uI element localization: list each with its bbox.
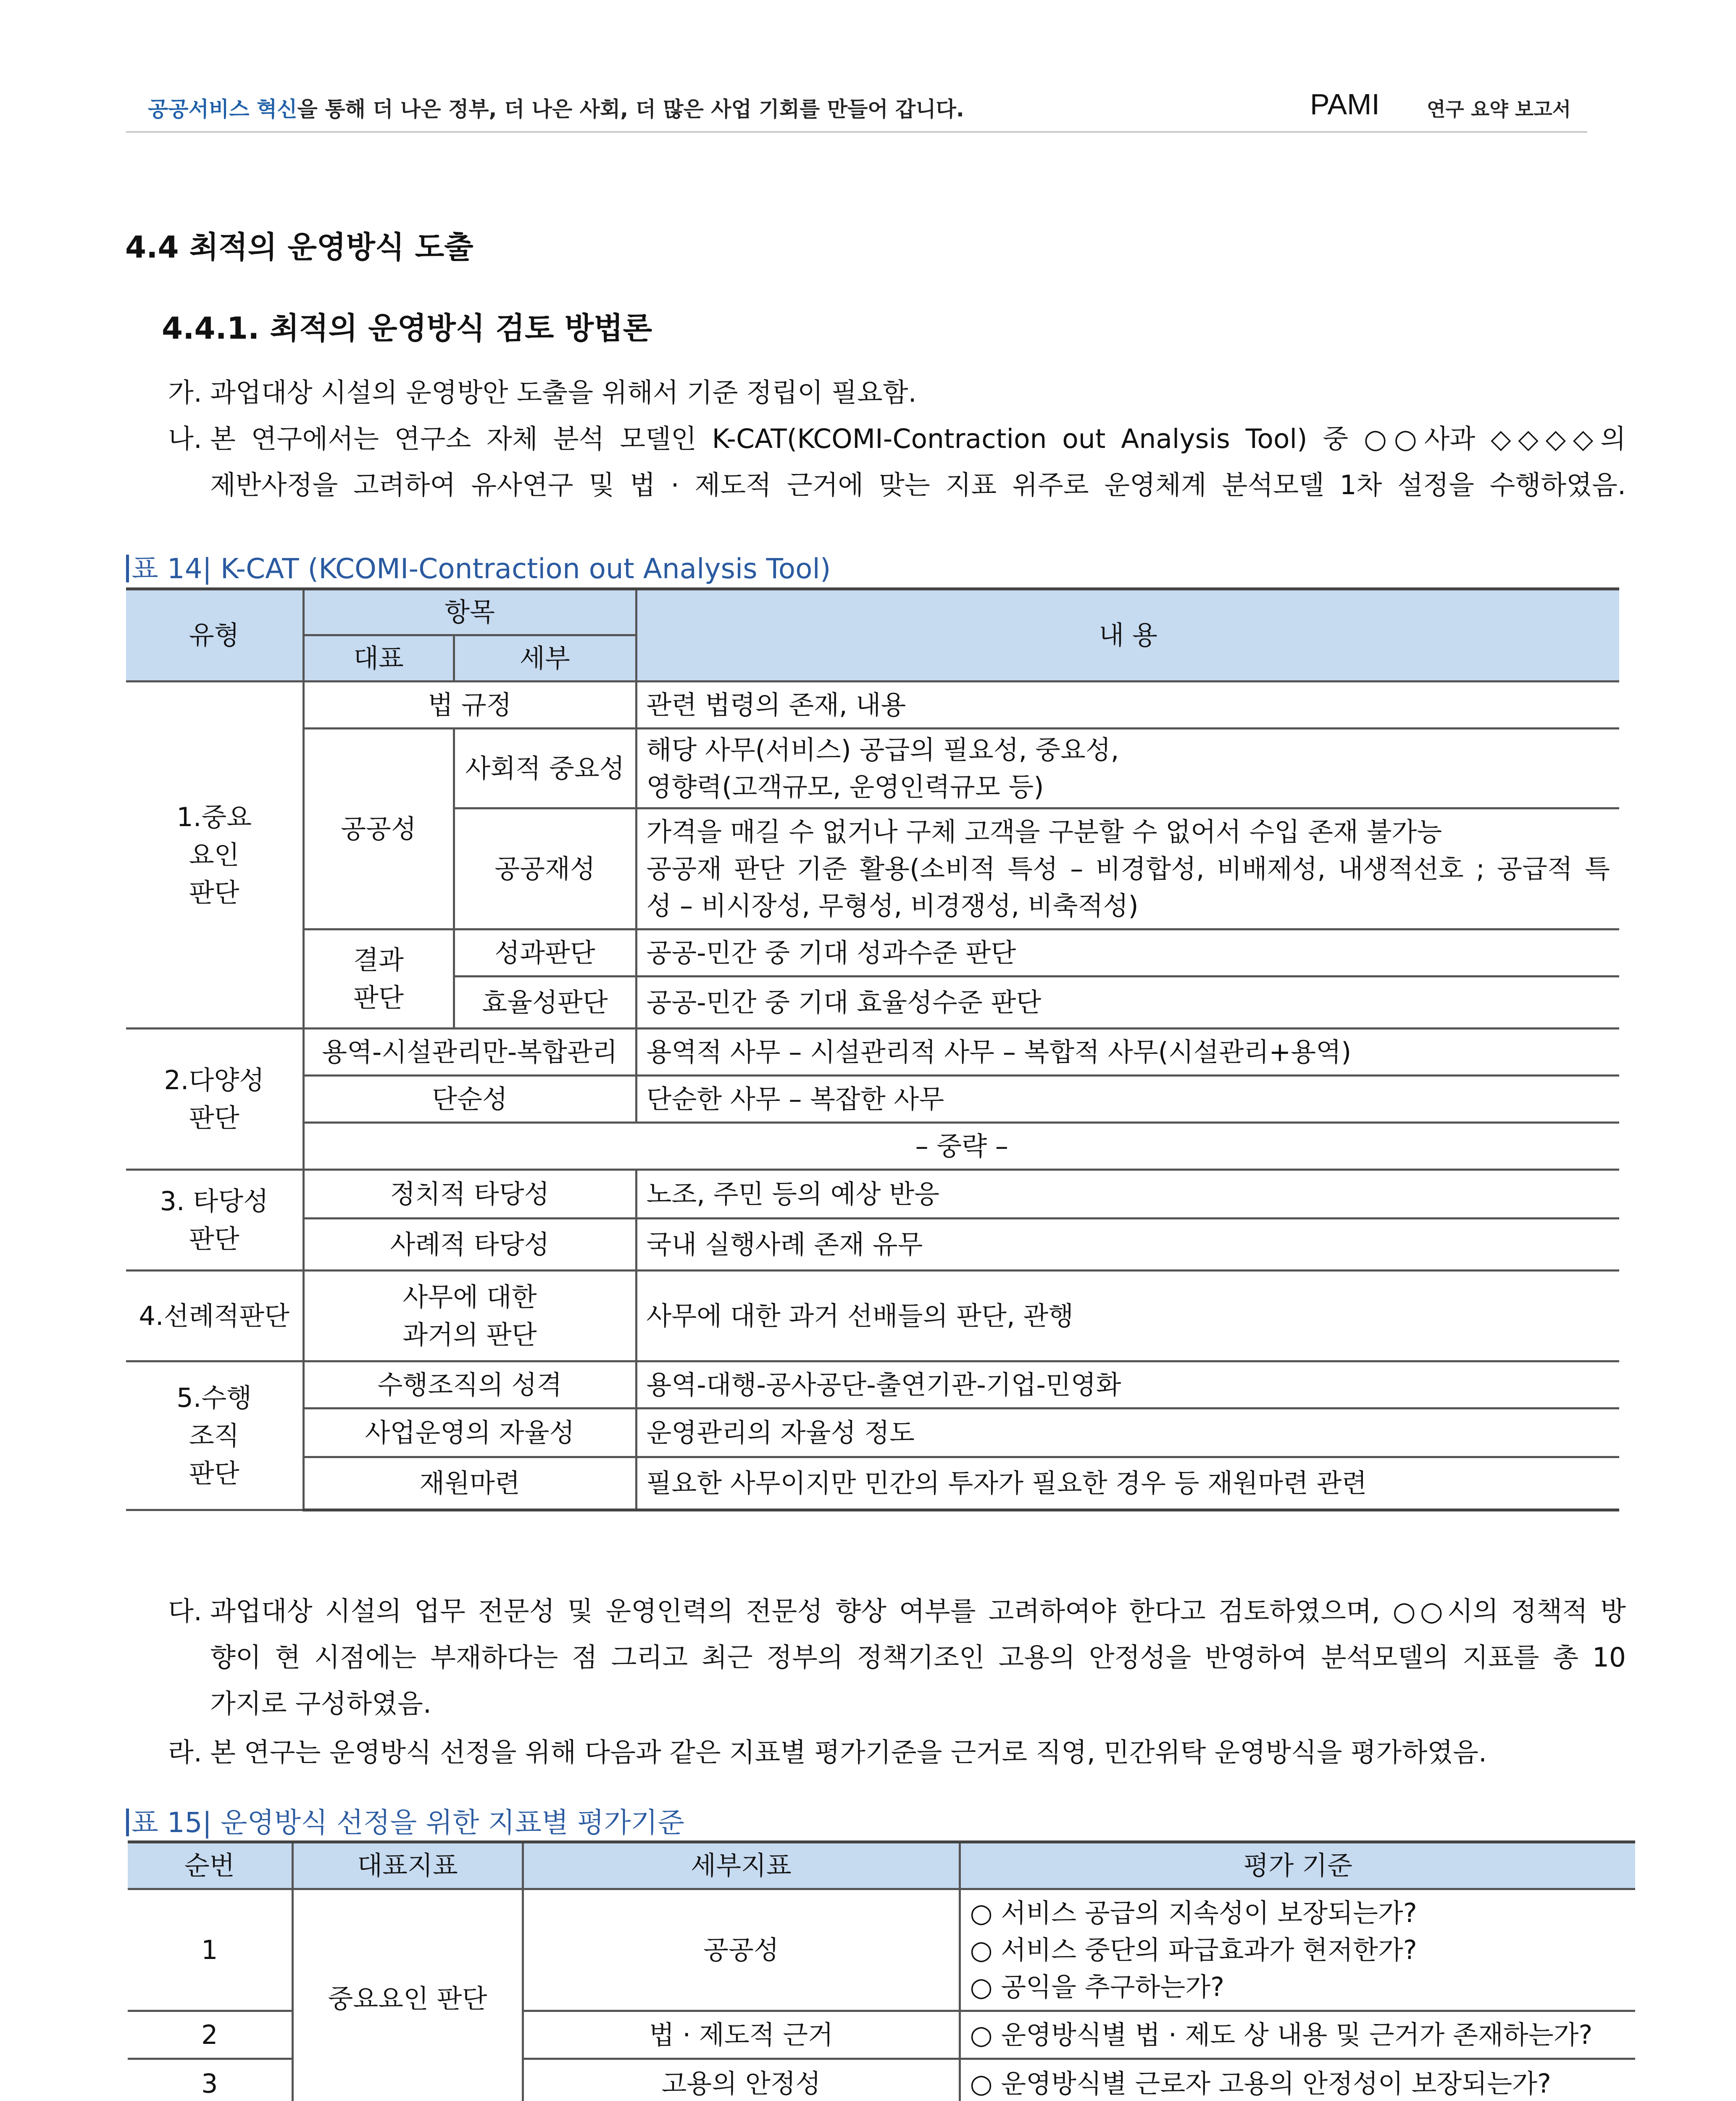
header-slogan	[148, 92, 964, 123]
table14-caption-text: 표 14| K-CAT (KCOMI-Contraction out Analysis Tool)	[132, 553, 831, 585]
caption-bar	[126, 1809, 129, 1836]
item-result: 결과 판단	[303, 929, 454, 1029]
item-law: 법 규정	[303, 682, 636, 729]
col-detail-indicator: 세부지표	[523, 1842, 960, 1889]
col-type: 유형	[126, 589, 303, 682]
content-law: 관련 법령의 존재, 내용	[636, 682, 1619, 729]
content-social	[636, 729, 1619, 808]
content-public-good-line3: 성 – 비시장성, 무형성, 비경쟁성, 비축적성)	[646, 890, 1139, 921]
content-service: 용역적 사무 – 시설관리적 사무 – 복합적 사무(시설관리+용역)	[636, 1029, 1619, 1076]
table15-caption-text: 표 15| 운영방식 선정을 위한 지표별 평가기준	[132, 1806, 684, 1839]
header-report-type: 연구 요약 보고서	[1427, 98, 1571, 121]
paragraph-ra-text: 본 연구는 운영방식 선정을 위해 다음과 같은 지표별 평가기준을 근거로 직영, 민간위탁 운영방식을 평가하였음.	[210, 1737, 1487, 1768]
marker-na: 나.	[168, 424, 202, 454]
paragraph-ra	[168, 1730, 1626, 1776]
item-service: 용역-시설관리만-복합관리	[303, 1029, 636, 1076]
bullet: ○	[970, 1897, 993, 1928]
bullet: ○	[970, 1934, 993, 1965]
item-public-good: 공공재성	[454, 808, 636, 929]
row1-criteria	[960, 1889, 1635, 2011]
group-organization: 5.수행 조직 판단	[126, 1361, 303, 1510]
marker-da: 다.	[168, 1596, 202, 1627]
row3-no: 3	[128, 2059, 292, 2101]
item-social: 사회적 중요성	[454, 729, 636, 808]
criteria-table	[128, 1840, 1635, 2101]
group-importance: 1.중요 요인 판단	[126, 682, 303, 1029]
item-efficiency: 효율성판단	[454, 977, 636, 1029]
content-social-line1: 해당 사무(서비스) 공급의 필요성, 중요성,	[646, 734, 1119, 765]
col-detail: 세부	[454, 635, 636, 682]
content-performance: 공공-민간 중 기대 성과수준 판단	[636, 929, 1619, 977]
content-case: 국내 실행사례 존재 유무	[636, 1219, 1619, 1271]
slogan-rest: 을 통해 더 나은 정부, 더 나은 사회, 더 많은 사업 기회를 만들어 갑니다.	[297, 97, 964, 121]
col-no: 순번	[128, 1842, 292, 1889]
header-brand: PAMI	[1310, 88, 1380, 121]
paragraph-na-line2: 제반사정을 고려하여 유사연구 및 법 · 제도적 근거에 맞는 지표 위주로 운영체계 분석모델 1차 설정을 수행하였음.	[210, 470, 1626, 500]
group-validity: 3. 타당성 판단	[126, 1170, 303, 1271]
col-item: 항목	[303, 589, 636, 635]
bullet: ○	[970, 1971, 993, 2002]
content-public-good-line2: 공공재 판단 기준 활용(소비적 특성 – 비경합성, 비배제성, 내생적선호 ; 공급적 특	[646, 853, 1610, 884]
paragraph-da-line2: 향이 현 시점에는 부재하다는 점 그리고 최근 정부의 정책기조인 고용의 안정성을 반영하여 분석모델의 지표를 총 10	[210, 1642, 1626, 1673]
row1-no: 1	[128, 1889, 292, 2011]
row3-detail: 고용의 안정성	[523, 2059, 960, 2101]
row3-criteria-1: 운영방식별 근로자 고용의 안정성이 보장되는가?	[1001, 2068, 1551, 2099]
content-autonomy: 운영관리의 자율성 정도	[636, 1409, 1619, 1457]
paragraph-na-line1: 본 연구에서는 연구소 자체 분석 모델인 K-CAT(KCOMI-Contraction out Analysis Tool) 중 ○○사과 ◇◇◇◇의	[210, 424, 1626, 454]
item-performance: 성과판단	[454, 929, 636, 977]
item-org-nature: 수행조직의 성격	[303, 1361, 636, 1409]
content-public-good-line1: 가격을 매길 수 없거나 구체 고객을 구분할 수 없어서 수입 존재 불가능	[646, 816, 1442, 847]
marker-ra: 라.	[168, 1737, 202, 1768]
item-case: 사례적 타당성	[303, 1219, 636, 1271]
content-precedent: 사무에 대한 과거 선배들의 판단, 관행	[636, 1271, 1619, 1361]
bullet: ○	[970, 2068, 993, 2099]
item-autonomy: 사업운영의 자율성	[303, 1409, 636, 1457]
table14-caption	[126, 546, 831, 586]
item-simplicity: 단순성	[303, 1076, 636, 1123]
section-heading: 4.4 최적의 운영방식 도출	[125, 229, 473, 265]
omitted-row: – 중략 –	[303, 1123, 1619, 1170]
content-social-line2: 영향력(고객규모, 운영인력규모 등)	[646, 771, 1044, 802]
marker-ga: 가.	[168, 377, 202, 408]
bullet: ○	[970, 2019, 993, 2050]
paragraph-da	[168, 1588, 1626, 1727]
group-precedent: 4.선례적판단	[126, 1271, 303, 1361]
row1-criteria-2: 서비스 중단의 파급효과가 현저한가?	[1001, 1934, 1417, 1965]
paragraph-da-line1: 과업대상 시설의 업무 전문성 및 운영인력의 전문성 향상 여부를 고려하여야 한다고 검토하였으며, ○○시의 정책적 방	[210, 1596, 1626, 1627]
col-rep: 대표	[303, 635, 454, 682]
header-divider	[126, 131, 1587, 133]
group-diversity: 2.다양성 판단	[126, 1029, 303, 1170]
item-political: 정치적 타당성	[303, 1170, 636, 1219]
paragraph-da-line3: 가지로 구성하였음.	[210, 1688, 431, 1719]
caption-bar	[126, 555, 129, 582]
row2-no: 2	[128, 2011, 292, 2059]
content-funding: 필요한 사무이지만 민간의 투자가 필요한 경우 등 재원마련 관련	[636, 1457, 1619, 1510]
table15-caption	[126, 1800, 684, 1840]
slogan-highlight: 공공서비스 혁신	[148, 97, 297, 121]
row2-criteria	[960, 2011, 1635, 2059]
item-publicness: 공공성	[303, 729, 454, 929]
col-content: 내 용	[636, 589, 1619, 682]
content-political: 노조, 주민 등의 예상 반응	[636, 1170, 1619, 1219]
paragraph-ga-text: 과업대상 시설의 운영방안 도출을 위해서 기준 정립이 필요함.	[210, 377, 917, 408]
subsection-heading: 4.4.1. 최적의 운영방식 검토 방법론	[162, 311, 652, 346]
row2-criteria-1: 운영방식별 법 · 제도 상 내용 및 근거가 존재하는가?	[1001, 2019, 1593, 2050]
row1-criteria-3: 공익을 추구하는가?	[1001, 1971, 1225, 2002]
content-simplicity: 단순한 사무 – 복잡한 사무	[636, 1076, 1619, 1123]
paragraph-ga	[168, 370, 1626, 416]
item-precedent: 사무에 대한 과거의 판단	[303, 1271, 636, 1361]
content-efficiency: 공공-민간 중 기대 효율성수준 판단	[636, 977, 1619, 1029]
rep-importance: 중요요인 판단	[292, 1889, 523, 2101]
row3-criteria	[960, 2059, 1635, 2101]
col-criteria: 평가 기준	[960, 1842, 1635, 1889]
content-org-nature: 용역-대행-공사공단-출연기관-기업-민영화	[636, 1361, 1619, 1409]
row1-criteria-1: 서비스 공급의 지속성이 보장되는가?	[1001, 1897, 1417, 1928]
col-rep-indicator: 대표지표	[292, 1842, 523, 1889]
item-funding: 재원마련	[303, 1457, 636, 1510]
row1-detail: 공공성	[523, 1889, 960, 2011]
row2-detail: 법 · 제도적 근거	[523, 2011, 960, 2059]
paragraph-na	[168, 416, 1626, 508]
content-public-good	[636, 808, 1619, 929]
kcat-table	[126, 587, 1619, 1511]
